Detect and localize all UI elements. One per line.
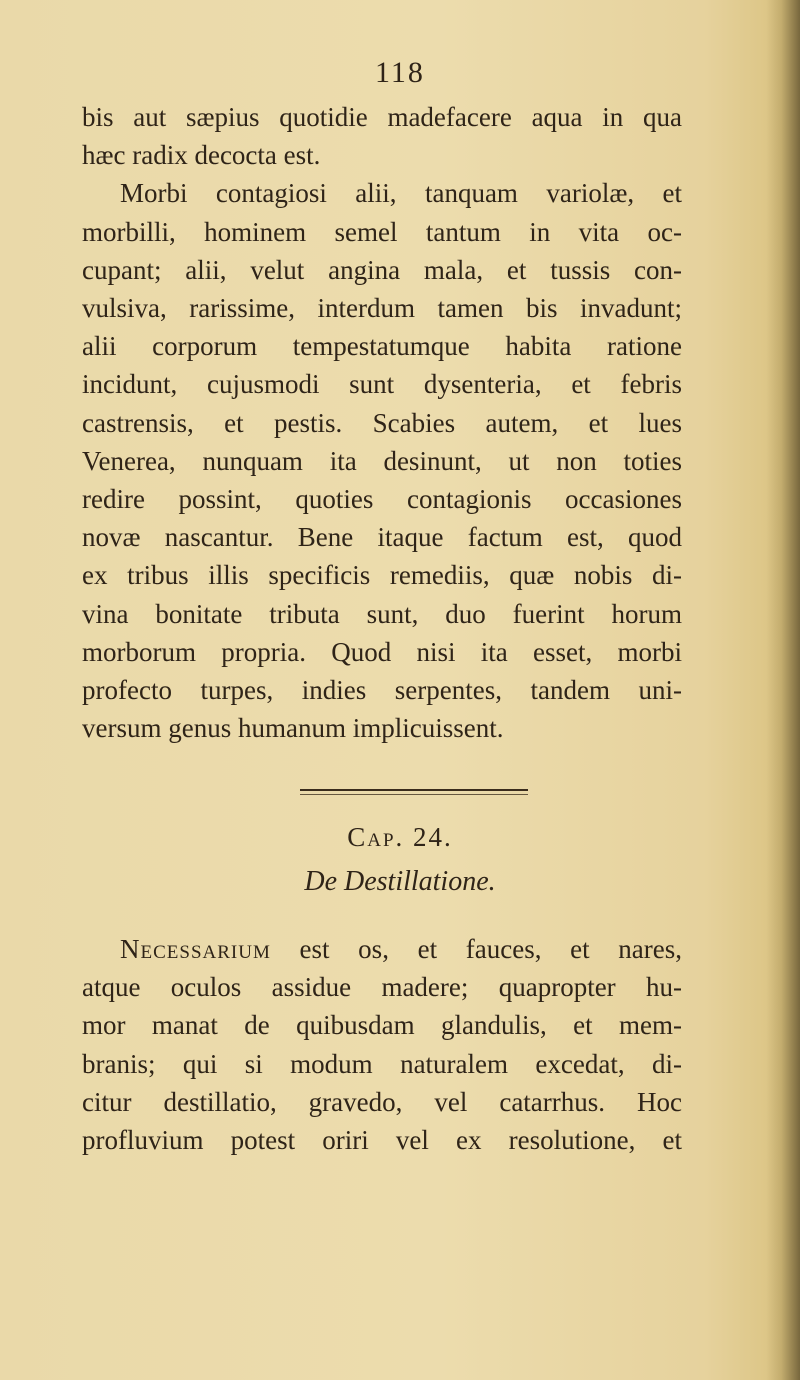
text-line: Morbi contagiosi alii, tanquam variolæ, et (120, 178, 682, 209)
text-line: mor manat de quibusdam glandulis, et mem- (82, 1010, 682, 1041)
text-line: profluvium potest oriri vel ex resolutione, et (82, 1125, 682, 1156)
chapter-divider (300, 789, 528, 791)
page-number: 118 (375, 56, 425, 89)
text-line: novæ nascantur. Bene itaque factum est, quod (82, 522, 682, 553)
chapter-heading: Cap. 24. (347, 822, 453, 852)
text-line: Venerea, nunquam ita desinunt, ut non toties (82, 445, 682, 476)
page-edge-shadow (766, 0, 800, 1380)
main-text (82, 98, 682, 747)
text-line: alii corporum tempestatumque habita ratione (82, 331, 682, 362)
text-line: profecto turpes, indies serpentes, tandem uni- (82, 675, 682, 706)
text-line: incidunt, cujusmodi sunt dysenteria, et febris (82, 369, 682, 400)
chapter-text (82, 930, 682, 1159)
text-line: cupant; alii, velut angina mala, et tussis con- (82, 254, 682, 285)
text-line: castrensis, et pestis. Scabies autem, et lues (82, 407, 682, 438)
text-line (82, 930, 682, 968)
text-line: atque oculos assidue madere; quapropter hu- (82, 972, 682, 1003)
text-line: vulsiva, rarissime, interdum tamen bis invadunt; (82, 293, 682, 324)
chapter-divider-thin (300, 794, 528, 795)
chapter-subtitle: De Destillatione. (304, 866, 496, 897)
text-line: vina bonitate tributa sunt, duo fuerint horum (82, 598, 682, 629)
text-line: bis aut sæpius quotidie madefacere aqua in qua (82, 102, 682, 132)
text-line: citur destillatio, gravedo, vel catarrhus. Hoc (82, 1086, 682, 1117)
text-line: hæc radix decocta est. (82, 140, 321, 171)
text-line: branis; qui si modum naturalem excedat, di- (82, 1048, 682, 1079)
text-line: morbilli, hominem semel tantum in vita oc- (82, 216, 682, 247)
text-line: versum genus humanum implicuissent. (82, 713, 504, 744)
opening-word: Necessarium (120, 934, 271, 964)
text-line: morborum propria. Quod nisi ita esset, morbi (82, 636, 682, 667)
text-line: redire possint, quoties contagionis occasiones (82, 484, 682, 515)
text-line: ex tribus illis specificis remediis, quæ nobis di- (82, 560, 682, 591)
opening-line-rest: est os, et fauces, et nares, (270, 934, 682, 964)
